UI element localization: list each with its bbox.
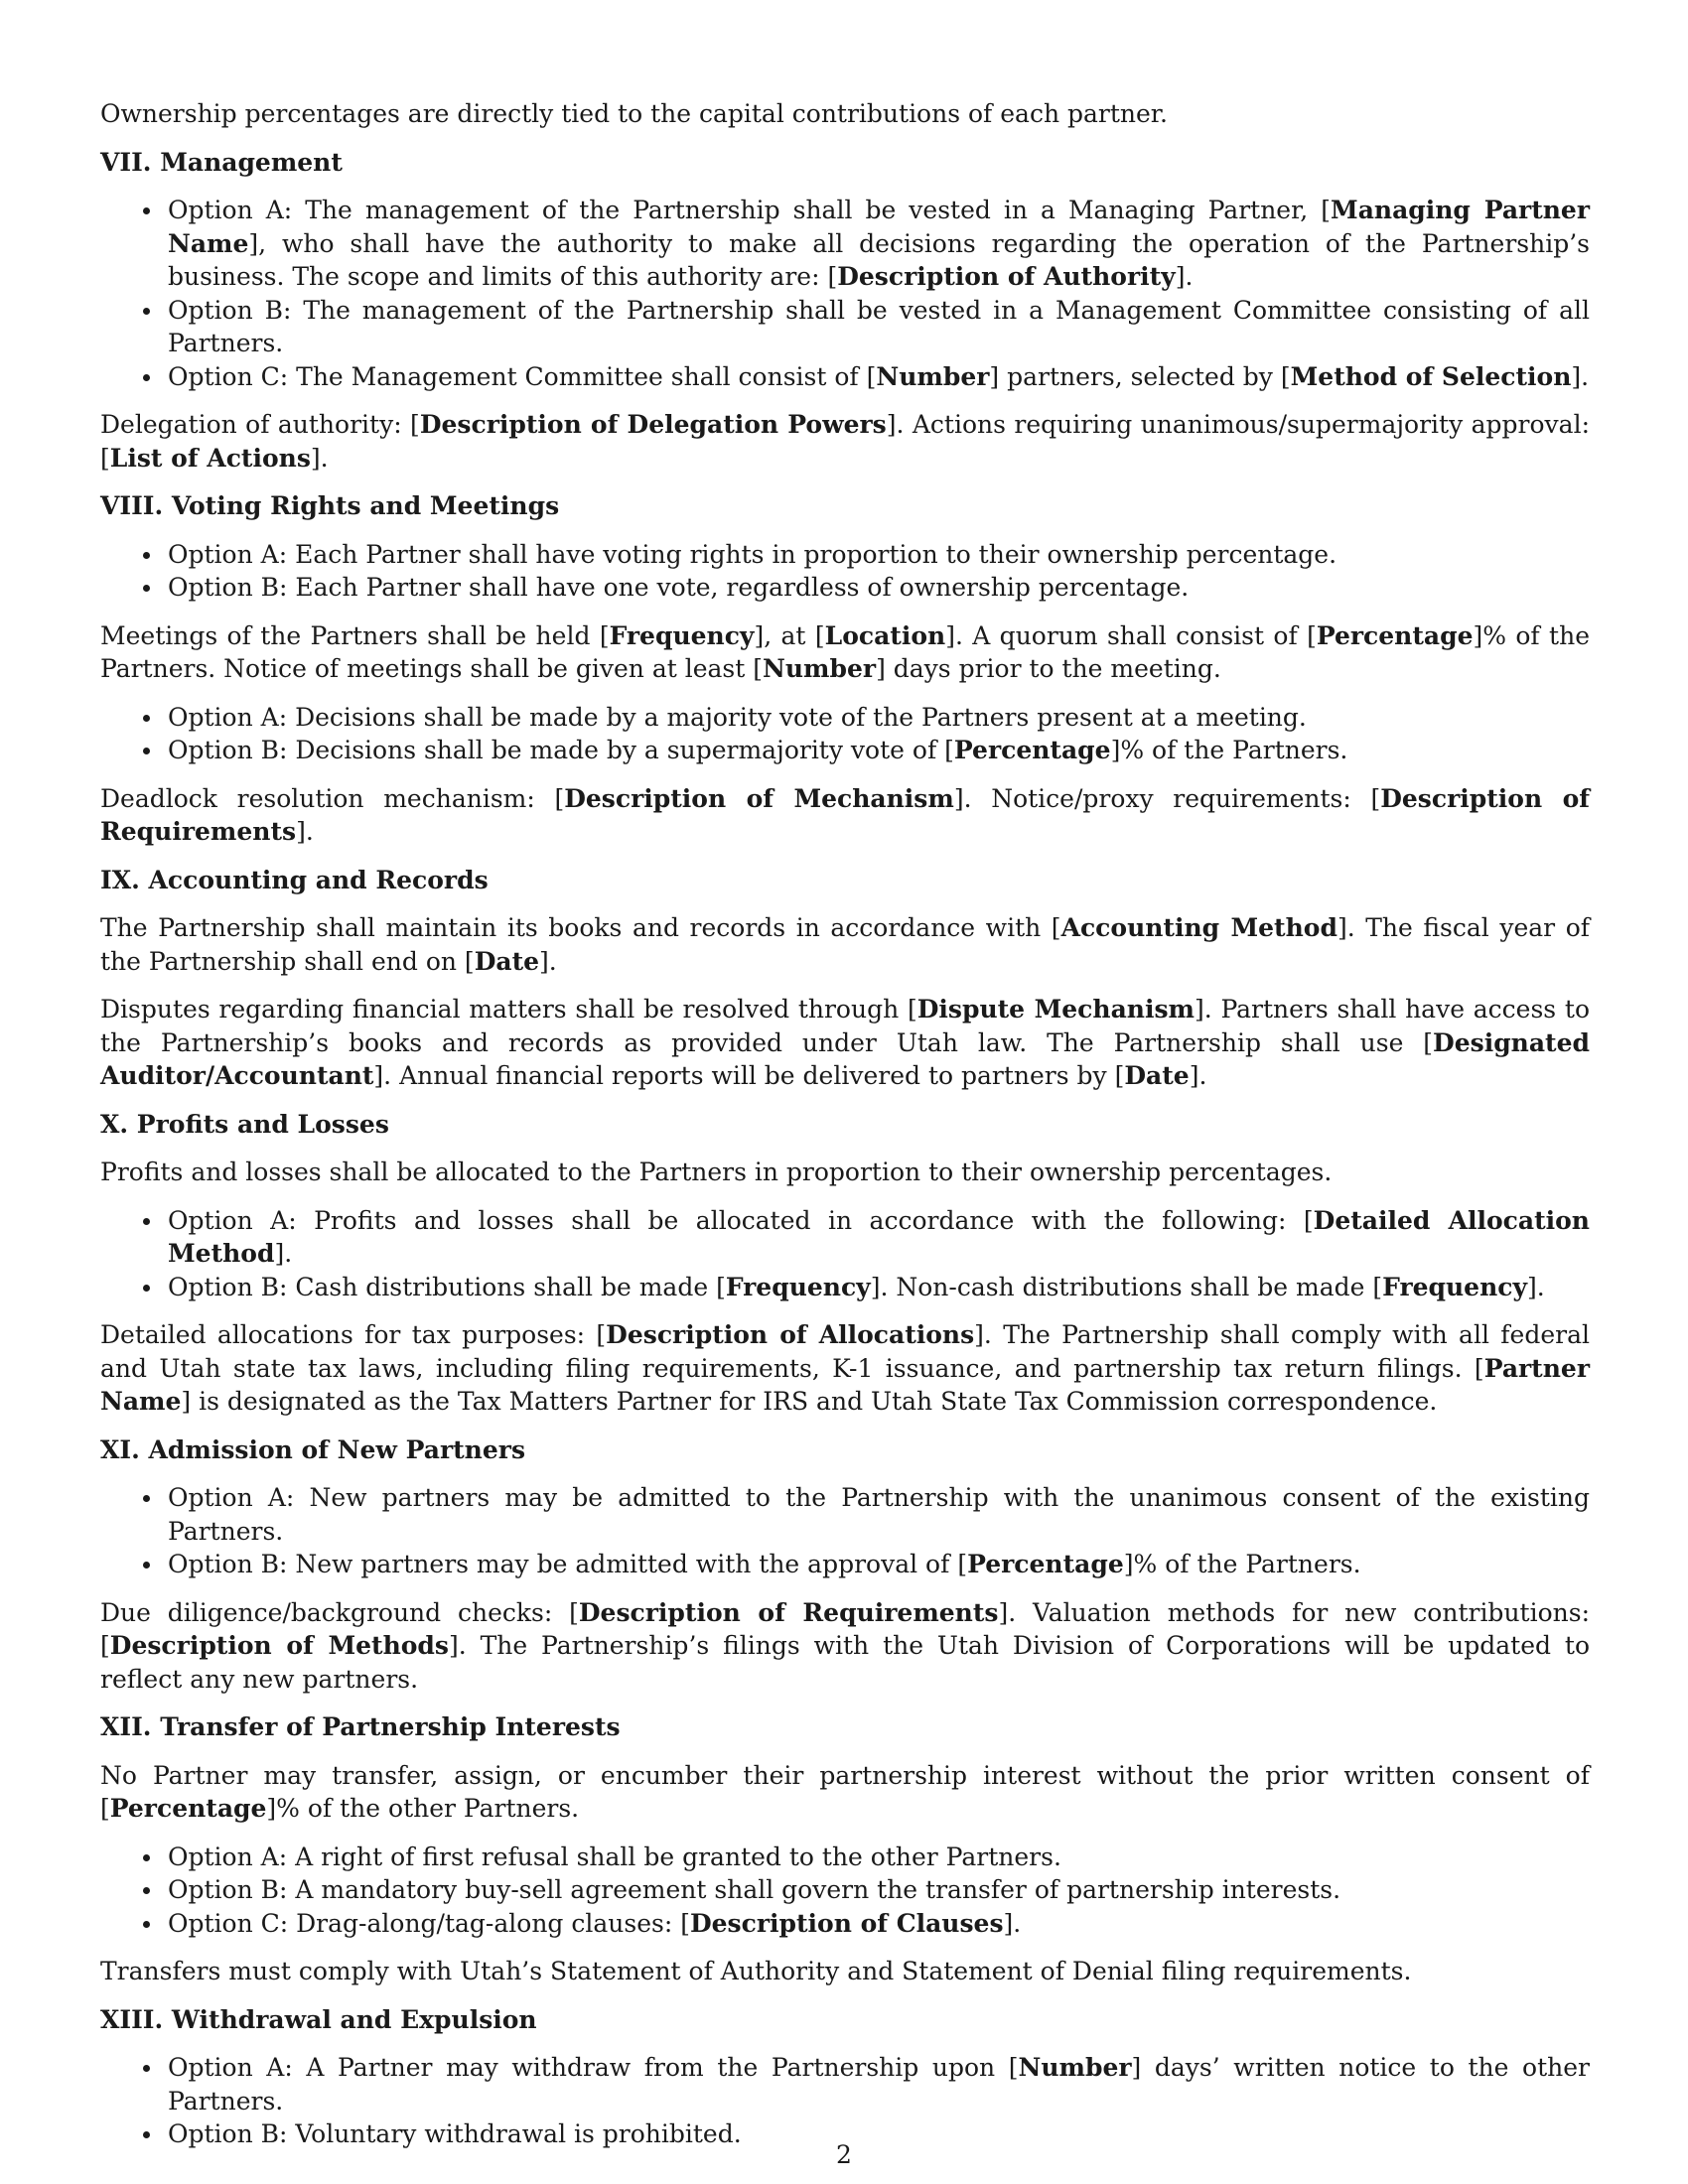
management-option-c: Option C: The Management Committee shall consist of [Number] partners, selected by [Method of Selection].	[168, 360, 1590, 394]
management-options	[100, 194, 1590, 393]
voting-options	[100, 538, 1590, 605]
section-heading-profits: X. Profits and Losses	[100, 1109, 389, 1139]
ownership-paragraph: Ownership percentages are directly tied to the capital contributions of each partner.	[100, 99, 1168, 128]
section-heading-voting: VIII. Voting Rights and Meetings	[100, 491, 560, 520]
transfer-option-c: Option C: Drag-along/tag-along clauses: [Description of Clauses].	[168, 1907, 1590, 1941]
decision-option-a: Option A: Decisions shall be made by a majority vote of the Partners present at a meeting.	[168, 701, 1590, 735]
management-option-a: Option A: The management of the Partnership shall be vested in a Managing Partner, [Managing Partner Name], who shall have the authority to make all decisions regarding the operation of the Partnership’s business. The scope and limits of this authority are: [Description of Authority].	[168, 194, 1590, 294]
meetings-paragraph: Meetings of the Partners shall be held [Frequency], at [Location]. A quorum shall consist of [Percentage]% of the Partners. Notice of meetings shall be given at least [Number] days prior to the meeting.	[100, 620, 1590, 683]
section-heading-withdrawal: XIII. Withdrawal and Expulsion	[100, 2004, 537, 2034]
admission-option-a: Option A: New partners may be admitted to the Partnership with the unanimous consent of the existing Partners.	[168, 1481, 1590, 1548]
decision-options	[100, 701, 1590, 767]
document-page	[100, 97, 1590, 2166]
disputes-paragraph: Disputes regarding financial matters shall be resolved through [Dispute Mechanism]. Partners shall have access to the Partnership’s books and records as provided under Utah law. The Partnership shall use [Designated Auditor/Accountant]. Annual financial reports will be delivered to partners by [Date].	[100, 995, 1590, 1090]
profits-paragraph: Profits and losses shall be allocated to the Partners in proportion to their ownership percentages.	[100, 1158, 1333, 1186]
profits-option-a: Option A: Profits and losses shall be allocated in accordance with the following: [Detailed Allocation Method].	[168, 1204, 1590, 1271]
accounting-paragraph: The Partnership shall maintain its books and records in accordance with [Accounting Method]. The fiscal year of the Partnership shall end on [Date].	[100, 913, 1591, 976]
admission-options	[100, 1481, 1590, 1581]
withdrawal-option-b: Option B: Voluntary withdrawal is prohibited.	[168, 2117, 1590, 2151]
deadlock-paragraph: Deadlock resolution mechanism: [Description of Mechanism]. Notice/proxy requirements: [Description of Requirements].	[100, 783, 1591, 846]
section-heading-transfer: XII. Transfer of Partnership Interests	[100, 1712, 621, 1741]
profits-option-b: Option B: Cash distributions shall be made [Frequency]. Non-cash distributions shall be made [Frequency].	[168, 1271, 1590, 1304]
admission-option-b: Option B: New partners may be admitted with the approval of [Percentage]% of the Partners.	[168, 1548, 1590, 1581]
section-heading-accounting: IX. Accounting and Records	[100, 865, 489, 894]
decision-option-b: Option B: Decisions shall be made by a supermajority vote of [Percentage]% of the Partners.	[168, 734, 1590, 767]
due-diligence-paragraph: Due diligence/background checks: [Description of Requirements]. Valuation methods for new contributions: [Description of Methods]. The Partnership’s filings with the Utah Division of Corporations will be updated to reflect any new partners.	[100, 1597, 1590, 1694]
withdrawal-options	[100, 2051, 1590, 2151]
delegation-paragraph: Delegation of authority: [Description of Delegation Powers]. Actions requiring unanimous/supermajority approval: [List of Actions].	[100, 410, 1590, 473]
profits-options	[100, 1204, 1590, 1304]
transfer-option-b: Option B: A mandatory buy-sell agreement shall govern the transfer of partnership interests.	[168, 1873, 1590, 1907]
transfer-paragraph: No Partner may transfer, assign, or encumber their partnership interest without the prior written consent of [Percentage]% of the other Partners.	[100, 1760, 1590, 1823]
transfer-options	[100, 1841, 1590, 1941]
management-option-b: Option B: The management of the Partnership shall be vested in a Management Committee consisting of all Partners.	[168, 294, 1590, 360]
section-heading-management: VII. Management	[100, 147, 343, 177]
tax-paragraph: Detailed allocations for tax purposes: [Description of Allocations]. The Partnership shall comply with all federal and Utah state tax laws, including filing requirements, K-1 issuance, and partnership tax return filings. [Partner Name] is designated as the Tax Matters Partner for IRS and Utah State Tax Commission correspondence.	[100, 1320, 1590, 1416]
voting-option-b: Option B: Each Partner shall have one vote, regardless of ownership percentage.	[168, 571, 1590, 605]
voting-option-a: Option A: Each Partner shall have voting rights in proportion to their ownership percentage.	[168, 538, 1590, 572]
transfer-compliance-paragraph: Transfers must comply with Utah’s Statement of Authority and Statement of Denial filing requirements.	[100, 1957, 1412, 1985]
transfer-option-a: Option A: A right of first refusal shall be granted to the other Partners.	[168, 1841, 1590, 1874]
withdrawal-option-a: Option A: A Partner may withdraw from the Partnership upon [Number] days’ written notice to the other Partners.	[168, 2051, 1590, 2117]
page-number: 2	[836, 2140, 852, 2169]
section-heading-admission: XI. Admission of New Partners	[100, 1434, 526, 1464]
